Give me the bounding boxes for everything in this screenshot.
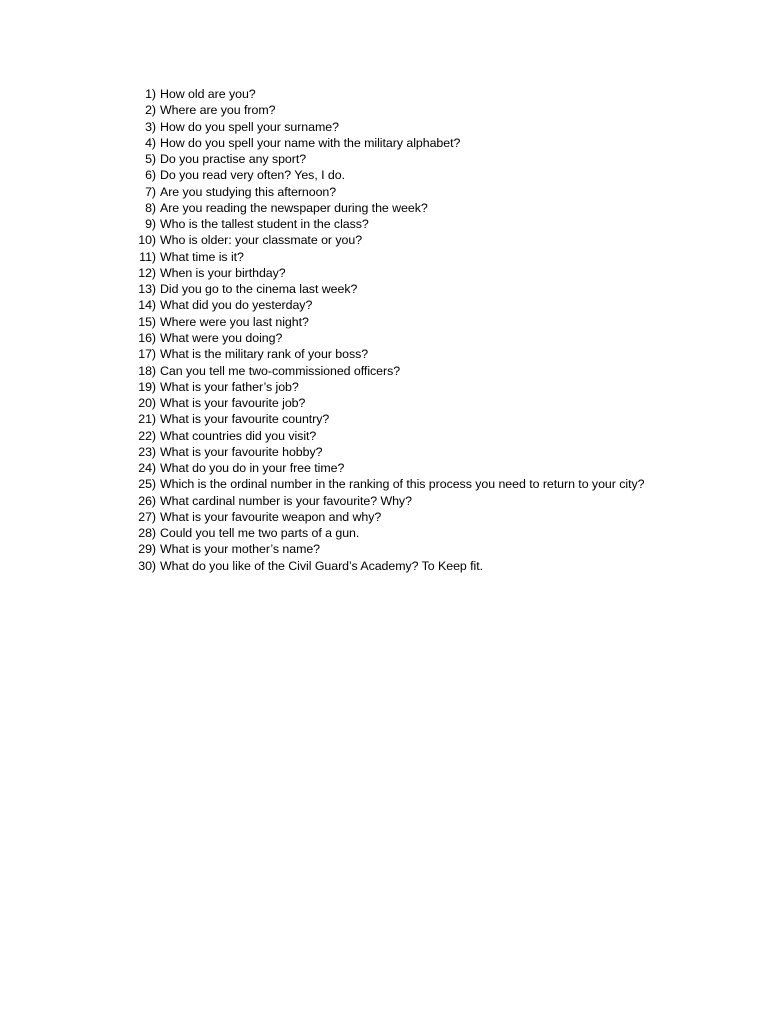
question-text: When is your birthday? xyxy=(160,265,286,280)
question-number: 13) xyxy=(138,282,156,297)
question-item xyxy=(128,444,668,460)
question-text: Do you read very often? Yes, I do. xyxy=(160,168,345,183)
question-number: 2) xyxy=(145,103,156,118)
question-number: 14) xyxy=(138,298,156,313)
question-text: What cardinal number is your favourite? Why? xyxy=(160,493,412,508)
question-number: 10) xyxy=(138,233,156,248)
question-number: 26) xyxy=(138,493,156,508)
question-item xyxy=(128,135,668,151)
question-item xyxy=(128,411,668,427)
question-number: 24) xyxy=(138,461,156,476)
question-text: What did you do yesterday? xyxy=(160,298,313,313)
question-item xyxy=(128,395,668,411)
question-item xyxy=(128,493,668,509)
question-item xyxy=(128,151,668,167)
question-item xyxy=(128,119,668,135)
question-item xyxy=(128,379,668,395)
question-text: What is your favourite weapon and why? xyxy=(160,509,382,524)
question-item xyxy=(128,232,668,248)
question-text: Are you reading the newspaper during the week? xyxy=(160,200,428,215)
question-text: What do you do in your free time? xyxy=(160,461,345,476)
question-item xyxy=(128,86,668,102)
question-number: 30) xyxy=(138,558,156,573)
question-text: What countries did you visit? xyxy=(160,428,317,443)
question-item xyxy=(128,102,668,118)
question-number: 9) xyxy=(145,217,156,232)
question-item xyxy=(128,476,668,492)
question-number: 25) xyxy=(138,477,156,492)
question-item xyxy=(128,363,668,379)
question-number: 28) xyxy=(138,526,156,541)
question-item xyxy=(128,428,668,444)
question-item xyxy=(128,200,668,216)
question-text: What is your favourite hobby? xyxy=(160,444,323,459)
question-text: How do you spell your name with the military alphabet? xyxy=(160,135,461,150)
question-number: 3) xyxy=(145,119,156,134)
question-text: What is the military rank of your boss? xyxy=(160,347,369,362)
question-number: 11) xyxy=(139,249,156,264)
question-text: What is your favourite country? xyxy=(160,412,330,427)
question-item xyxy=(128,167,668,183)
question-item xyxy=(128,346,668,362)
question-number: 8) xyxy=(145,200,156,215)
question-text: Where were you last night? xyxy=(160,314,309,329)
question-number: 27) xyxy=(138,509,156,524)
question-number: 12) xyxy=(138,265,156,280)
question-item xyxy=(128,525,668,541)
question-text: How do you spell your surname? xyxy=(160,119,339,134)
question-number: 21) xyxy=(138,412,156,427)
question-item xyxy=(128,330,668,346)
question-text: Could you tell me two parts of a gun. xyxy=(160,526,360,541)
question-item xyxy=(128,509,668,525)
question-number: 6) xyxy=(145,168,156,183)
question-text: What is your father’s job? xyxy=(160,379,299,394)
question-number: 23) xyxy=(138,444,156,459)
question-number: 18) xyxy=(138,363,156,378)
question-number: 7) xyxy=(145,184,156,199)
question-item xyxy=(128,265,668,281)
question-text: Are you studying this afternoon? xyxy=(160,184,337,199)
question-text: Can you tell me two-commissioned officers? xyxy=(160,363,401,378)
question-number: 19) xyxy=(138,379,156,394)
question-number: 17) xyxy=(138,347,156,362)
question-item xyxy=(128,281,668,297)
question-text: What time is it? xyxy=(160,249,244,264)
question-item xyxy=(128,184,668,200)
question-number: 16) xyxy=(138,330,156,345)
question-number: 22) xyxy=(138,428,156,443)
question-text: What do you like of the Civil Guard’s Academy? To Keep fit. xyxy=(160,558,484,573)
question-text: Did you go to the cinema last week? xyxy=(160,282,358,297)
question-item xyxy=(128,216,668,232)
question-item xyxy=(128,297,668,313)
question-list xyxy=(128,86,668,574)
question-item xyxy=(128,558,668,574)
question-number: 5) xyxy=(145,152,156,167)
question-number: 1) xyxy=(145,87,156,101)
question-item xyxy=(128,314,668,330)
question-number: 29) xyxy=(138,542,156,557)
question-number: 4) xyxy=(145,135,156,150)
question-text: What is your mother’s name? xyxy=(160,542,321,557)
question-text: Who is older: your classmate or you? xyxy=(160,233,363,248)
question-text: Which is the ordinal number in the ranking of this process you need to return to your city? xyxy=(160,477,645,492)
question-text: Who is the tallest student in the class? xyxy=(160,217,369,232)
question-number: 15) xyxy=(138,314,156,329)
question-text: Where are you from? xyxy=(160,103,276,118)
question-item xyxy=(128,541,668,557)
question-item xyxy=(128,249,668,265)
question-text: Do you practise any sport? xyxy=(160,152,307,167)
question-text: How old are you? xyxy=(160,87,256,101)
question-text: What is your favourite job? xyxy=(160,396,306,411)
question-item xyxy=(128,460,668,476)
question-text: What were you doing? xyxy=(160,330,283,345)
question-number: 20) xyxy=(138,396,156,411)
